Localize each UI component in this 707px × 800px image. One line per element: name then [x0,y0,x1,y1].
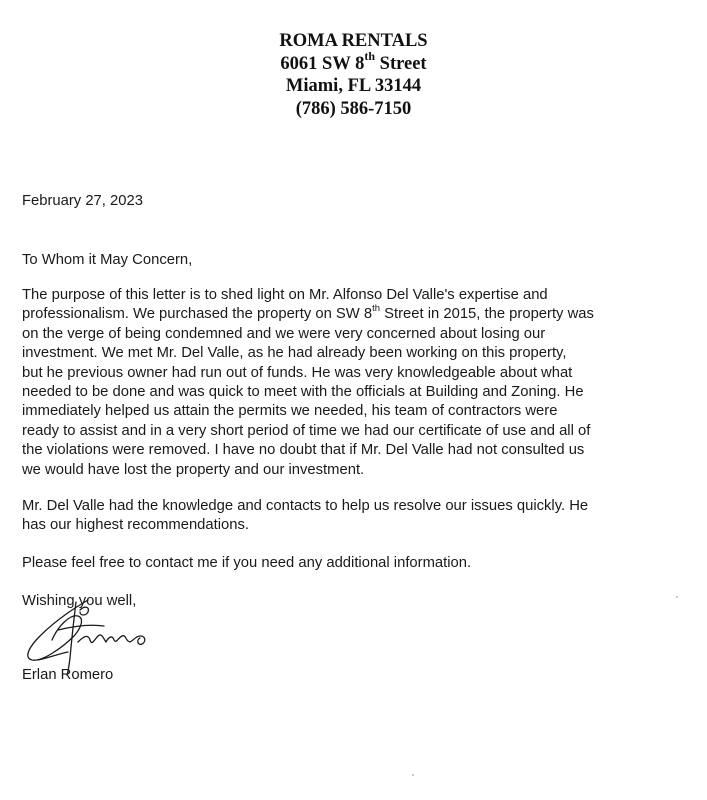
city-state-zip: Miami, FL 33144 [285,76,422,96]
paragraph-1-line-2-start: professionalism. We purchased the property on SW 8 [22,306,373,323]
paragraph-1-line: but he previous owner had run out of funds. He was very knowledgeable about what [22,364,573,381]
street-ordinal: th [364,49,376,64]
street-address [0,49,707,76]
paragraph-2-line: Mr. Del Valle had the knowledge and contacts to help us resolve our issues quickly. He [22,498,589,514]
paragraph-1-line: ready to assist and in a very short period of time we had our certificate of use and all of [22,422,591,439]
paragraph-1-line: The purpose of this letter is to shed light on Mr. Alfonso Del Valle's expertise and [22,287,548,303]
paragraph-1-line: the violations were removed. I have no doubt that if Mr. Del Valle had not consulted us [22,442,585,459]
street-number: 6061 SW 8 [280,53,365,74]
paragraph-3: Please feel free to contact me if you need any additional information. [22,555,472,571]
paragraph-2-line: has our highest recommendations. [22,517,250,534]
scan-speck [412,774,414,776]
paragraph-1-line: investment. We met Mr. Del Valle, as he had already been working on this property, [22,345,567,362]
company-name: ROMA RENTALS [279,31,428,51]
paragraph-1-ordinal: th [372,303,381,315]
signature-image [18,596,168,676]
letterhead [0,30,707,120]
paragraph-1-line: on the verge of being condemned and we were very concerned about losing our [22,325,546,342]
closing: Wishing you well, [22,593,137,609]
paragraph-1-line: immediately helped us attain the permits we needed, his team of contractors were [22,403,558,420]
signer-name: Erlan Romero [22,667,114,683]
street-word: Street [375,53,427,74]
paragraph-2 [22,497,707,536]
paragraph-1-line: we would have lost the property and our investment. [22,461,365,478]
letter-date: February 27, 2023 [22,193,143,209]
paragraph-1-line-2-end: Street in 2015, the property was [380,306,594,323]
phone-number: (786) 586-7150 [295,98,412,119]
paragraph-1 [22,286,707,480]
paragraph-1-line: needed to be done and was quick to meet with the officials at Building and Zoning. He [22,384,584,401]
scan-speck [676,596,678,598]
paragraph-1-line [22,305,707,324]
salutation: To Whom it May Concern, [22,252,193,268]
